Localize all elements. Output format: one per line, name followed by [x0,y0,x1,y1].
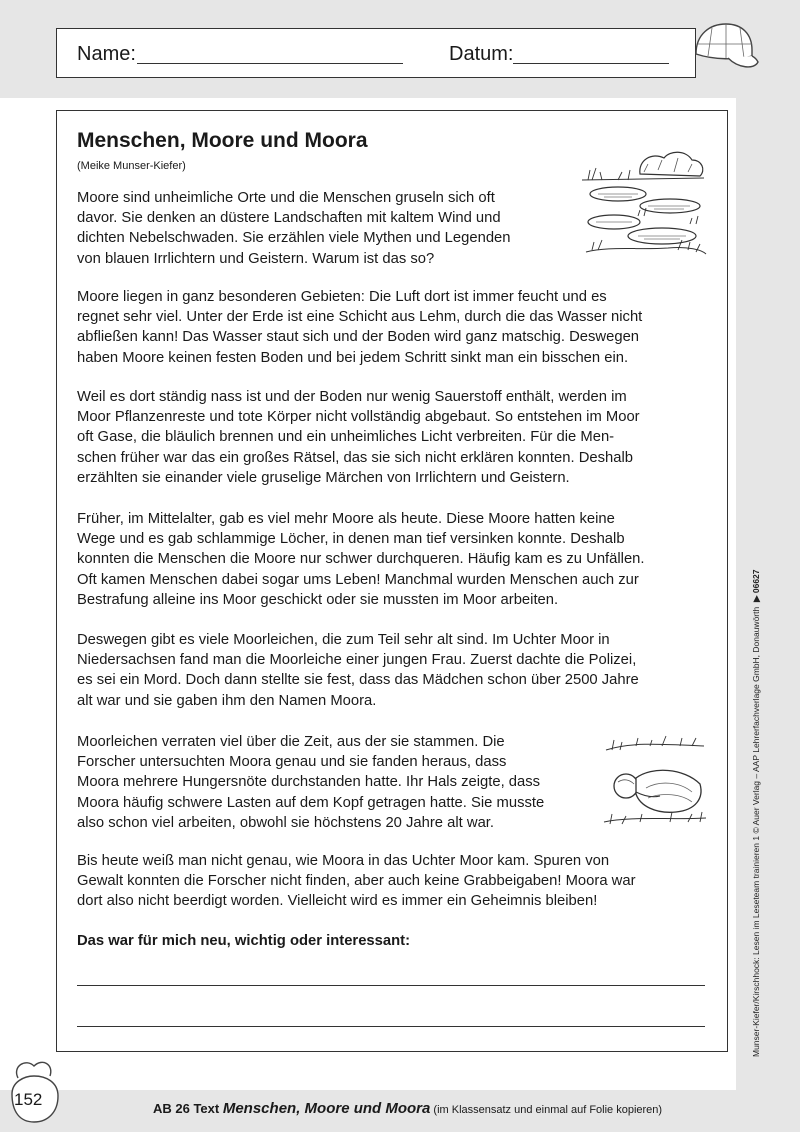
side-column [736,98,800,1132]
footer-note: (im Klassensatz und einmal auf Folie kopieren) [430,1104,663,1116]
publisher-credit: Munser-Kiefer/Kirschhock: Lesen im Leseteam trainieren 1 © Auer Verlag – AAP Lehrerfachverlage GmbH, Donauwörth ▶ 06627 [751,569,761,1057]
answer-line-1[interactable] [77,985,705,986]
date-label: Datum: [449,43,514,65]
footer-title: Menschen, Moore und Moora [222,1100,431,1117]
answer-line-2[interactable] [77,1026,705,1027]
paragraph-7: Bis heute weiß man nicht genau, wie Moora in das Uchter Moor kam. Spuren von Gewalt konnten die Forscher nicht finden, aber auch keine Grabbeigaben! Moora war dort also nicht beerdigt worden. Vielleicht wird es immer ein Geheimnis bleiben! [77,853,636,910]
name-label: Name: [77,43,136,65]
page-number: 152 [14,1090,43,1109]
footer-caption [153,1100,662,1117]
footer-prefix: AB 26 Text [153,1101,223,1116]
paragraph-1: Moore sind unheimliche Orte und die Menschen gruseln sich oft davor. Sie denken an düstere Landschaften mit kaltem Wind und dichten Nebelschwaden. Sie erzählen viele Mythen und Legenden von blauen Irrlichtern und Geistern. Warum ist das so? [77,190,511,267]
reflection-question: Das war für mich neu, wichtig oder interessant: [77,933,411,949]
name-date-header [56,28,696,78]
name-line[interactable] [137,63,403,64]
cap-icon [688,16,760,78]
paragraph-3: Weil es dort ständig nass ist und der Boden nur wenig Sauerstoff enthält, werden im Moor Pflanzenreste und tote Körper nicht vollständig abgebaut. So entstehen im Moor oft Gase, die bläulich brennen und ein unheimliches Licht verbreiten. Für die Men- schen früher war das ein großes Rätsel, das sie sich nicht erklären konnten. Deshalb erzählten sie einander viele gruselige Märchen von Irrlichtern und Geistern. [77,389,640,486]
date-line[interactable] [513,63,669,64]
article-author: (Meike Munser-Kiefer) [77,160,186,172]
order-number: ▶ 06627 [751,569,761,603]
article-title: Menschen, Moore und Moora [77,129,368,152]
paragraph-2: Moore liegen in ganz besonderen Gebieten: Die Luft dort ist immer feucht und es regnet sehr viel. Unter der Erde ist eine Schicht aus Lehm, durch die das Wasser nicht abfließen kann! Das Wasser staut sich und der Boden wird ganz matschig. Deswegen haben Moore keinen festen Boden und bei jedem Schritt sinkt man ein bisschen ein. [77,289,643,366]
paragraph-6: Moorleichen verraten viel über die Zeit, aus der sie stammen. Die Forscher untersuchten Moora genau und sie fanden heraus, dass Moora mehrere Hungersnöte durchstanden hatte. Ihr Hals zeigte, dass Moora häufig schwere Lasten auf dem Kopf getragen hatte. Sie musste also schon viel arbeiten, obwohl sie höchstens 20 Jahre alt war. [77,734,545,831]
bog-body-illustration [600,732,710,832]
paragraph-4: Früher, im Mittelalter, gab es viel mehr Moore als heute. Diese Moore hatten keine Wege und es gab schlammige Löcher, in denen man tief versinken konnte. Deshalb konnten die Menschen die Moore nur schwer durchqueren. Häufig kam es zu Unfällen. Oft kamen Menschen dabei sogar ums Leben! Manchmal wurden Menschen auch zur Bestrafung alleine ins Moor geschickt oder sie mussten im Moor arbeiten. [77,511,645,608]
moor-landscape-illustration [578,146,708,266]
paragraph-5: Deswegen gibt es viele Moorleichen, die zum Teil sehr alt sind. Im Uchter Moor in Niedersachsen fand man die Moorleiche einer jungen Frau. Zuerst dachte die Polizei, es sei ein Mord. Doch dann stellte sie fest, dass das Mädchen schon über 2500 Jahre alt war und sie gaben ihm den Namen Moora. [77,632,639,709]
